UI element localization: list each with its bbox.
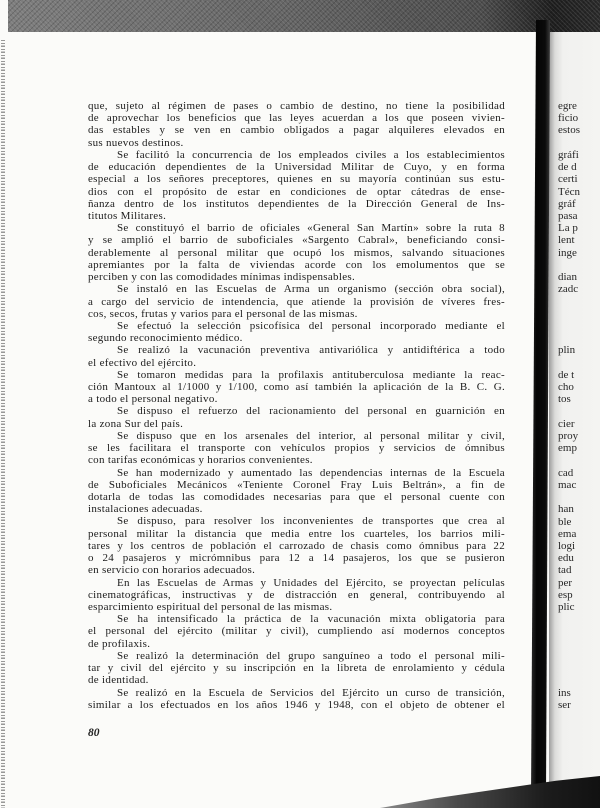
- facing-page-fragment: proy: [558, 429, 579, 442]
- paragraph: [88, 577, 505, 614]
- text-line: a cargo del servicio de intendencia, que atiende la provisión de víveres fres-: [88, 295, 505, 308]
- text-line: cos, secos, frutas y varios para el personal de las mismas.: [88, 307, 358, 320]
- facing-page-fragment: de d: [558, 161, 577, 174]
- facing-page-fragment: estos: [558, 124, 580, 137]
- text-line: o 24 pasajeros y micrómnibus para 12 a 14 pasajeros, los que se pusieron: [88, 552, 505, 565]
- paragraph: [88, 613, 505, 650]
- text-line: Se realizó en la Escuela de Servicios del Ejército un curso de transición,: [117, 686, 505, 699]
- body-text: [88, 100, 505, 711]
- paragraph: [88, 283, 505, 320]
- text-line: que, sujeto al régimen de pases o cambio de destino, no tiene la posibilidad: [88, 100, 505, 112]
- paragraph: [88, 320, 505, 344]
- text-line: Se constituyó el barrio de oficiales «General San Martín» sobre la ruta 8: [117, 222, 505, 235]
- facing-page-fragment: ble: [558, 515, 572, 528]
- paragraph: [88, 222, 505, 283]
- text-line: a todo el personal negativo.: [88, 393, 218, 406]
- facing-page-fragment: La p: [558, 222, 578, 235]
- facing-page-fragment: cho: [558, 381, 574, 394]
- text-line: de profilaxis.: [88, 637, 151, 650]
- text-line: cinematográficas, instructivas y de distracción en general, contribuyendo al: [88, 588, 505, 601]
- paragraph: [88, 430, 505, 467]
- text-line: especial a los señores preceptores, quienes en su mayoría continúan sus estu-: [88, 173, 505, 186]
- facing-page-fragment: Técn: [558, 185, 580, 198]
- text-line: se les facilitara el transporte con vehículos propios y servicios de ómnibus: [88, 442, 505, 455]
- facing-page-fragment: de t: [558, 368, 575, 381]
- paragraph: [88, 369, 505, 406]
- facing-page-fragment: edu: [558, 552, 574, 565]
- page-number: 80: [88, 727, 100, 739]
- text-line: Se tomaron medidas para la profilaxis antituberculosa mediante la reac-: [117, 368, 505, 381]
- facing-page-fragment: ins: [558, 686, 571, 699]
- text-line: el efectivo del ejército.: [88, 356, 197, 369]
- text-line: esparcimiento espiritual del personal de las mismas.: [88, 600, 333, 613]
- facing-page-fragment: cier: [558, 417, 575, 430]
- text-line: con tarifas económicas y horarios convenientes.: [88, 454, 313, 467]
- paragraph: [88, 467, 505, 516]
- text-line: de Suboficiales Mecánicos «Teniente Coronel Fray Luis Beltrán», a fin de: [88, 478, 505, 491]
- text-line: Se dispuso que en los arsenales del interior, al personal militar y civil,: [117, 429, 505, 442]
- text-line: Se dispuso el refuerzo del racionamiento del personal en guarnición en: [117, 405, 505, 418]
- facing-page-fragment: emp: [558, 442, 577, 455]
- text-line: Se efectuó la selección psicofísica del personal incorporado mediante el: [117, 319, 505, 332]
- text-line: Se realizó la determinación del grupo sanguíneo a todo el personal mili-: [117, 649, 505, 662]
- paragraph: [88, 405, 505, 429]
- text-line: Se facilitó la concurrencia de los empleados civiles a los establecimientos: [117, 148, 505, 161]
- facing-page-text: [558, 0, 591, 808]
- text-line: Se han modernizado y aumentado las dependencias internas de la Escuela: [117, 466, 505, 479]
- text-line: En las Escuelas de Armas y Unidades del Ejército, se proyectan películas: [117, 576, 505, 589]
- text-line: Se realizó la vacunación preventiva antivariólica y antidiftérica a todo: [117, 344, 505, 357]
- facing-page-fragment: plic: [558, 601, 575, 613]
- paragraph: [88, 100, 505, 149]
- facing-page-fragment: mac: [558, 478, 577, 491]
- facing-page-fragment: ficio: [558, 112, 579, 125]
- scan-left-edge: [1, 40, 5, 808]
- text-line: perciben y con las comodidades mínimas indispensables.: [88, 271, 356, 284]
- facing-page-fragment: inge: [558, 246, 577, 259]
- facing-page-fragment: dian: [558, 271, 577, 284]
- text-line: de identidad.: [88, 674, 149, 687]
- paragraph: [88, 687, 505, 711]
- text-line: el personal del ejército (militar y civil), cumpliendo así modernos conceptos: [88, 625, 505, 638]
- text-line: ción Mantoux al 1/1000 y 1/100, como así también la aplicación de la B. C. G.: [88, 381, 505, 394]
- facing-page-fragment: gráfi: [558, 148, 579, 161]
- facing-page-fragment: gráf: [558, 197, 576, 210]
- text-line: instalaciones adecuadas.: [88, 503, 203, 516]
- text-line: tar y civil del ejército y su inscripción en la libreta de enrolamiento y cédula: [88, 662, 505, 675]
- text-line: derablemente al personal militar que ocupó los mismos, salvando situaciones: [88, 246, 505, 259]
- facing-page-fragment: zadc: [558, 283, 579, 296]
- text-line: y se amplió el barrio de suboficiales «Sargento Cabral», beneficiando consi-: [88, 234, 505, 247]
- text-line: tares y los centros de población el carrozado de chasis como ómnibus para 22: [88, 539, 505, 552]
- text-line: de educación dependientes de la Universidad Militar de Cuyo, y en forma: [88, 161, 505, 174]
- text-line: Se ha intensificado la práctica de la vacunación mixta obligatoria para: [117, 613, 505, 626]
- text-line: en servicio con horarios adecuados.: [88, 564, 256, 577]
- facing-page-fragment: cad: [558, 466, 574, 479]
- facing-page-fragment: tos: [558, 393, 571, 406]
- scan-top-band: [8, 0, 600, 32]
- text-line: apremiantes por la falta de viviendas acorde con los emolumentos que se: [88, 258, 505, 271]
- text-line: la zona Sur del país.: [88, 417, 184, 430]
- text-line: similar a los efectuados en los años 1946 y 1948, con el objeto de obtener el: [88, 698, 505, 711]
- facing-page-fragment: logi: [558, 539, 576, 552]
- text-line: ñanza dentro de los institutos dependientes de la Dirección General de Ins-: [88, 197, 505, 210]
- text-line: segundo reconocimiento médico.: [88, 332, 243, 345]
- book-spine-shadow: [531, 20, 550, 795]
- facing-page-fragment: plin: [558, 344, 576, 357]
- text-line: sus nuevos destinos.: [88, 136, 184, 149]
- facing-page-fragment: esp: [558, 588, 573, 601]
- paragraph: [88, 650, 505, 687]
- text-line: de aprovechar los beneficios que las leyes acuerdan a los que poseen vivien-: [88, 112, 505, 125]
- facing-page-fragment: certi: [558, 173, 578, 186]
- text-line: titutos Militares.: [88, 209, 167, 222]
- text-line: das estables y se ven en cambio obligados a pagar alquileres elevados en: [88, 124, 505, 137]
- text-line: dotarla de todas las comodidades necesarias para que el personal cuente con: [88, 491, 505, 503]
- facing-page-fragment: lent: [558, 234, 575, 247]
- paragraph: [88, 149, 505, 222]
- facing-page-fragment: ser: [558, 698, 571, 711]
- facing-page-fragment: ema: [558, 527, 577, 540]
- facing-page-fragment: per: [558, 576, 573, 589]
- facing-page-fragment: pasa: [558, 210, 578, 222]
- paragraph: [88, 515, 505, 576]
- facing-page-fragment: egre: [558, 100, 577, 112]
- text-line: personal militar la distancia que media entre los cuarteles, los barrios mili-: [88, 527, 505, 540]
- text-line: Se instaló en las Escuelas de Arma un organismo (sección obra social),: [117, 283, 505, 296]
- text-line: Se dispuso, para resolver los inconvenientes de transportes que crea al: [117, 515, 505, 528]
- paragraph: [88, 344, 505, 368]
- facing-page-fragment: tad: [558, 564, 572, 577]
- text-line: dios con el propósito de estar en condiciones de optar cátedras de ense-: [88, 185, 505, 198]
- facing-page-fragment: han: [558, 503, 574, 516]
